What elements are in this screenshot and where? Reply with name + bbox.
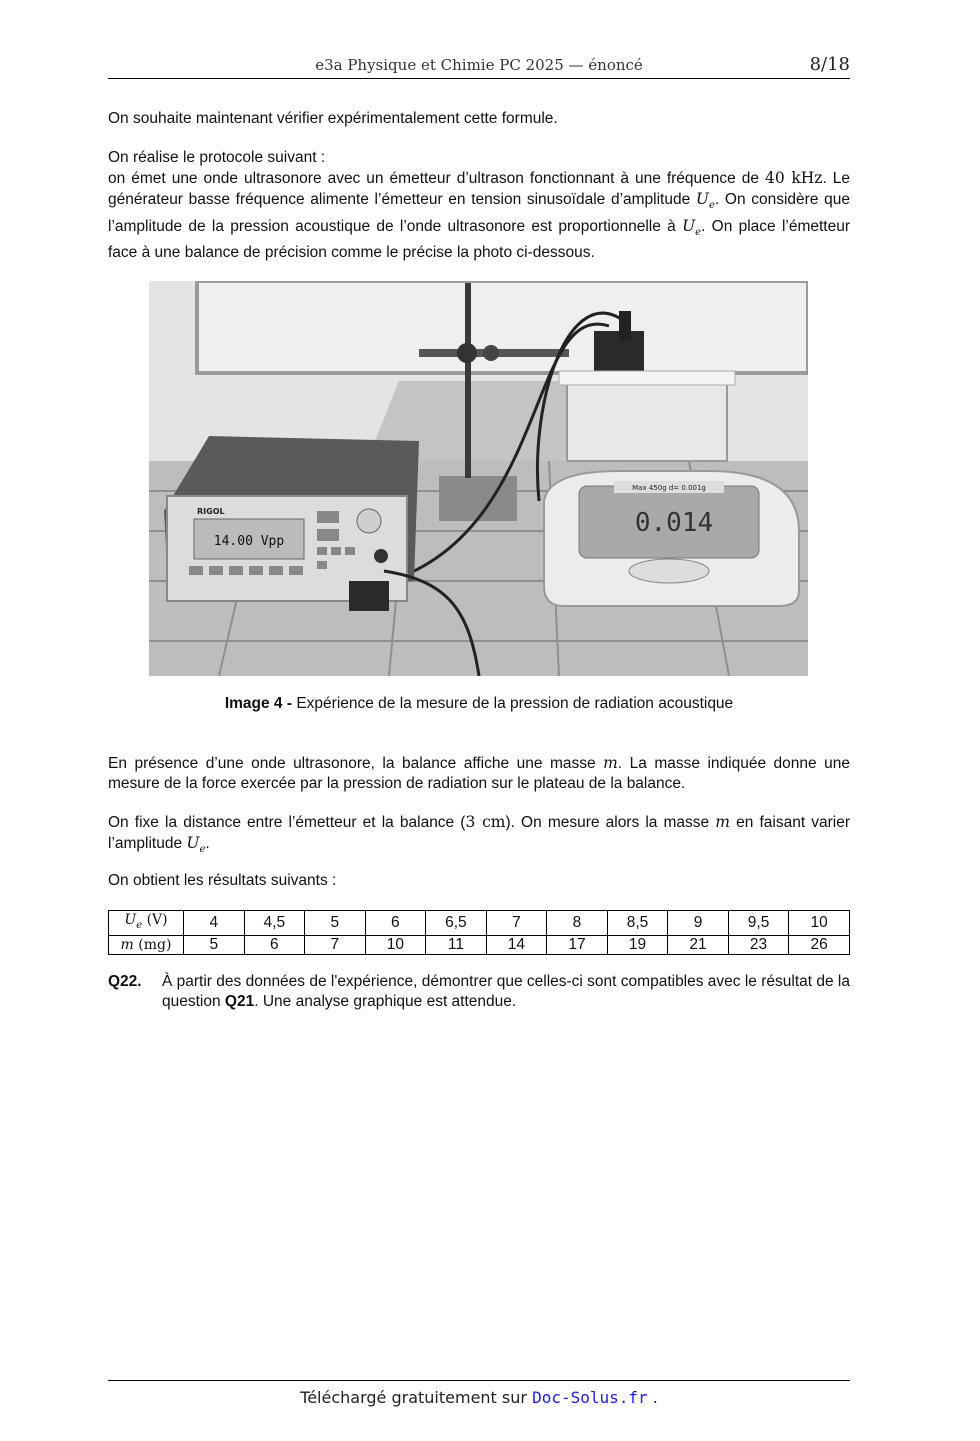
table-cell: 23 bbox=[728, 935, 789, 954]
symbol-ue: $U_e$ bbox=[695, 190, 715, 212]
results-table bbox=[108, 910, 850, 955]
table-cell: 9 bbox=[668, 911, 729, 936]
table-row-m bbox=[109, 935, 850, 954]
table-cell: 19 bbox=[607, 935, 668, 954]
balance-label: Max 450g d= 0.001g bbox=[632, 484, 706, 492]
table-cell: 26 bbox=[789, 935, 850, 954]
paragraph-distance: On fixe la distance entre l’émetteur et la balance (3 cm). On mesure alors la masse m en faisant varier l’amplitude $U_e$. bbox=[108, 813, 851, 856]
question-label: Q22. bbox=[108, 973, 142, 990]
table-cell: 8 bbox=[547, 911, 608, 936]
table-cell: 6,5 bbox=[426, 911, 487, 936]
symbol-ue: $U_e$ bbox=[682, 217, 702, 239]
page-footer: Téléchargé gratuitement sur Doc-Solus.fr . bbox=[108, 1380, 850, 1407]
experiment-photo-drawing bbox=[149, 281, 808, 676]
figure-caption: Image 4 - Expérience de la mesure de la pression de radiation acoustique bbox=[224, 695, 734, 712]
paragraph-results: On obtient les résultats suivants : bbox=[108, 872, 337, 889]
table-cell: 7 bbox=[486, 911, 547, 936]
table-row-ue bbox=[109, 911, 850, 936]
generator-brand: RIGOL bbox=[197, 507, 225, 516]
paragraph-protocol bbox=[108, 148, 850, 263]
question-ref: Q21 bbox=[224, 993, 255, 1010]
protocol-text: on émet une onde ultrasonore avec un émetteur d’ultrason fonctionnant à une fréquence de 40 kHz. Le générateur basse fréquence alimente l’émetteur en tension sinusoïdale d’amplitude $U_e$. On considère que l’amplitude de la pression acoustique de l’onde ultrasonore est proportionnelle à $U_e$. On place l’émetteur face à une balance de précision comme le précise la photo ci-dessous. bbox=[108, 169, 851, 262]
experiment-photo bbox=[149, 281, 808, 676]
symbol-m: m bbox=[603, 754, 618, 772]
question-q22 bbox=[108, 972, 850, 1012]
page-number: 8/18 bbox=[809, 54, 850, 75]
symbol-m: m bbox=[715, 813, 730, 831]
table-cell: 4 bbox=[184, 911, 245, 936]
table-cell: 7 bbox=[305, 935, 366, 954]
table-cell: 17 bbox=[547, 935, 608, 954]
generator-readout: 14.00 Vpp bbox=[213, 534, 285, 549]
doc-solus-link[interactable]: Doc-Solus.fr bbox=[532, 1388, 648, 1407]
distance-value: 3 cm bbox=[465, 813, 506, 831]
table-cell: 14 bbox=[486, 935, 547, 954]
paragraph-intro: On souhaite maintenant vérifier expérimentalement cette formule. bbox=[108, 110, 558, 127]
table-cell: 9,5 bbox=[728, 911, 789, 936]
table-cell: 21 bbox=[668, 935, 729, 954]
row-header-m: m (mg) bbox=[109, 935, 184, 954]
table-cell: 10 bbox=[789, 911, 850, 936]
question-text: À partir des données de l'expérience, démontrer que celles-ci sont compatibles avec le résultat de la question Q21. Une analyse graphique est attendue. bbox=[162, 973, 850, 1010]
paragraph-mass: En présence d’une onde ultrasonore, la balance affiche une masse m. La masse indiquée donne une mesure de la force exercée par la pression de radiation sur le plateau de la balance. bbox=[108, 754, 850, 792]
table-cell: 11 bbox=[426, 935, 487, 954]
symbol-ue: $U_e$ bbox=[186, 834, 206, 856]
table-cell: 5 bbox=[184, 935, 245, 954]
table-cell: 5 bbox=[305, 911, 366, 936]
frequency-value: 40 kHz bbox=[765, 169, 823, 187]
table-cell: 8,5 bbox=[607, 911, 668, 936]
table-cell: 10 bbox=[365, 935, 426, 954]
table-cell: 6 bbox=[244, 935, 305, 954]
page-header bbox=[108, 54, 850, 79]
table-cell: 4,5 bbox=[244, 911, 305, 936]
header-title: e3a Physique et Chimie PC 2025 — énoncé bbox=[315, 56, 643, 74]
balance-readout: 0.014 bbox=[634, 508, 714, 538]
row-header-ue: $U_e$ (V) bbox=[109, 911, 184, 936]
table-cell: 6 bbox=[365, 911, 426, 936]
protocol-heading: On réalise le protocole suivant : bbox=[108, 149, 326, 166]
